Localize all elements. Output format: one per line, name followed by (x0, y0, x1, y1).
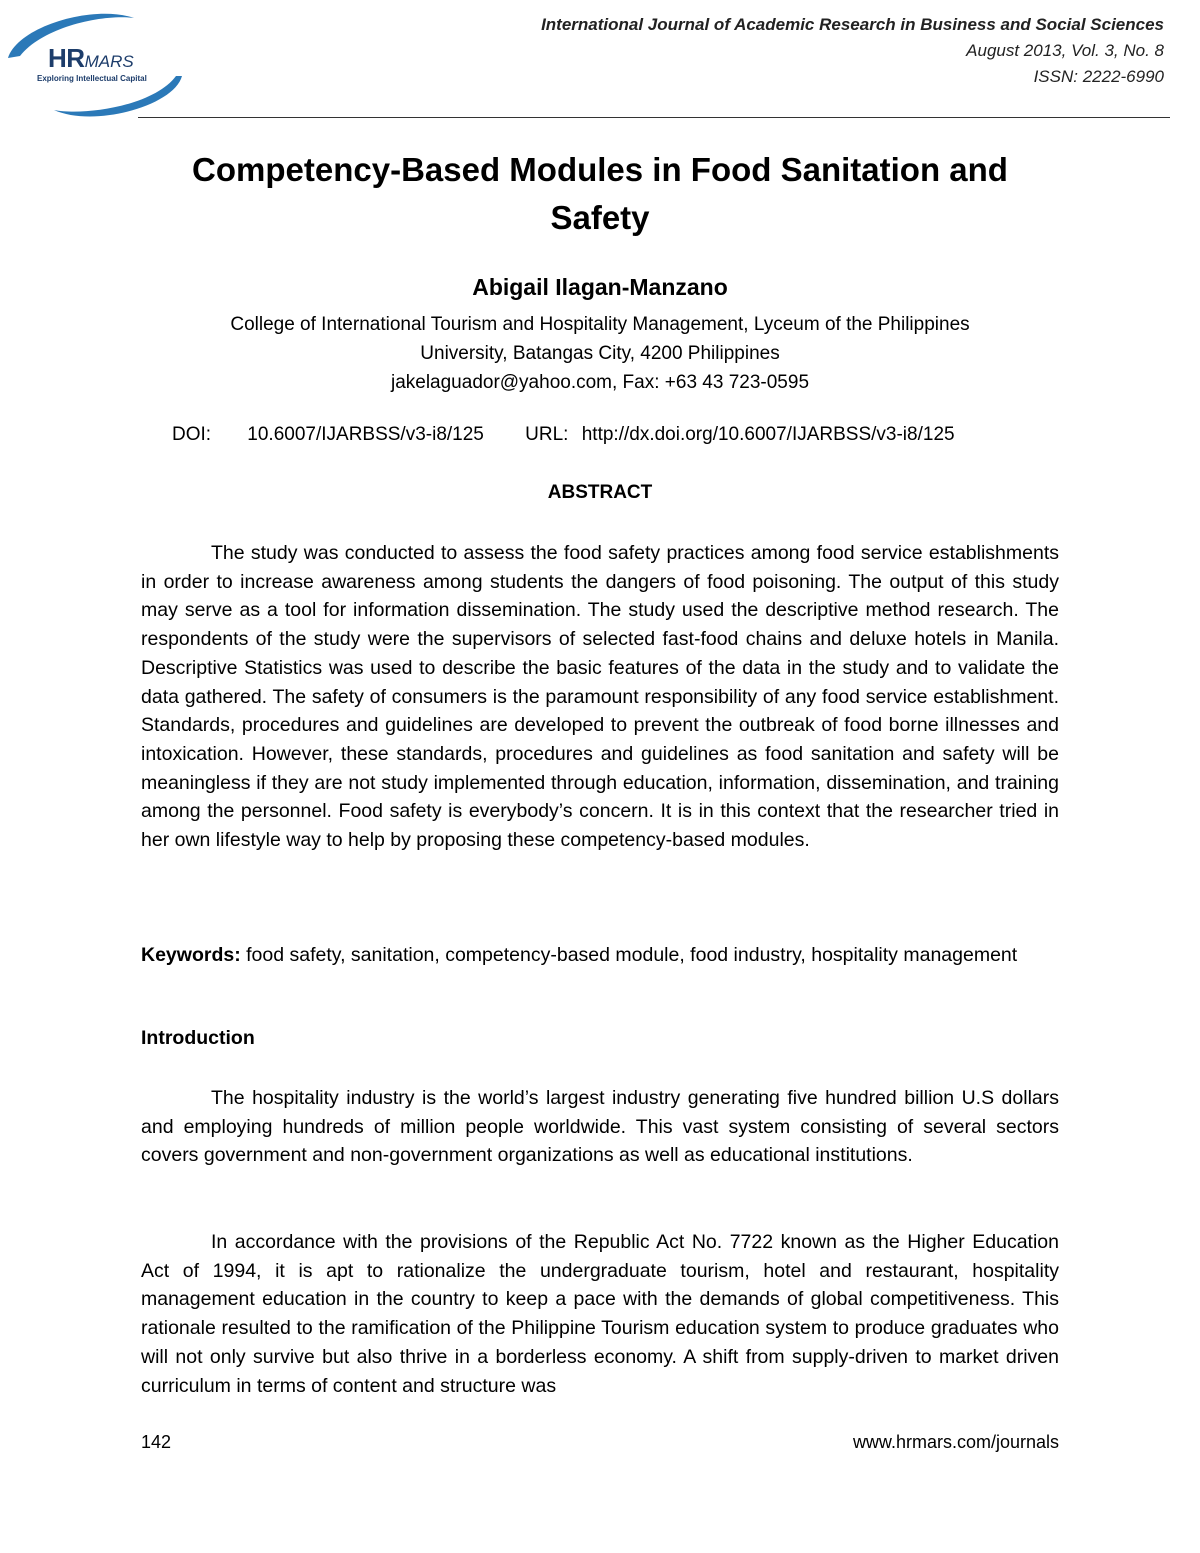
doi-line (172, 424, 955, 446)
introduction-paragraph: In accordance with the provisions of the Republic Act No. 7722 known as the Higher Education Act of 1994, it is apt to rationalize the undergraduate tourism, hotel and restaurant, hospitality management education in the country to keep a pace with the demands of global competitiveness. This rationale resulted to the ramification of the Philippine Tourism education system to produce graduates who will not only survive but also thrive in a borderless economy. A shift from supply-driven to market driven curriculum in terms of content and structure was (141, 1231, 1059, 1397)
journal-header (541, 12, 1164, 90)
doi-label: DOI: (172, 424, 212, 445)
journal-issn: ISSN: 2222-6990 (1033, 67, 1164, 86)
author-affiliation: College of International Tourism and Hospitality Management, Lyceum of the Philippines University, Batangas City, 4200 Philippines jakelaguador@yahoo.com, Fax: +63 43 723-0595 (0, 310, 1200, 397)
introduction-paragraph: The hospitality industry is the world’s largest industry generating five hundred billion U.S dollars and employing hundreds of million people worldwide. This vast system consisting of several sectors covers government and non-government organizations as well as educational institutions. (141, 1087, 1059, 1167)
keywords-text: food safety, sanitation, competency-based module, food industry, hospitality management (240, 944, 1018, 966)
abstract-heading: ABSTRACT (547, 482, 653, 503)
abstract-text: The study was conducted to assess the food safety practices among food service establishments in order to increase awareness among students the dangers of food poisoning. The output of this study may serve as a tool for information dissemination. The study used the descriptive method research. The respondents of the study were the supervisors of selected fast-food chains and deluxe hotels in Manila. Descriptive Statistics was used to describe the basic features of the data in the study and to validate the data gathered. The safety of consumers is the paramount responsibility of any food service establishment. Standards, procedures and guidelines are developed to prevent the outbreak of food borne illnesses and intoxication. However, these standards, procedures and guidelines as food sanitation and safety will be meaningless if they are not study implemented through education, information, dissemination, and training among the personnel. Food safety is everybody’s concern. It is in this context that the researcher tried in her own lifestyle way to help by proposing these competency-based modules. (141, 542, 1059, 852)
journal-title: International Journal of Academic Research in Business and Social Sciences (541, 15, 1164, 34)
footer-website[interactable]: www.hrmars.com/journals (852, 1432, 1059, 1452)
introduction-heading: Introduction (141, 1027, 255, 1049)
doi-value[interactable]: 10.6007/IJARBSS/v3-i8/125 (247, 424, 484, 445)
page-number: 142 (141, 1432, 172, 1452)
logo-tagline: Exploring Intellectual Capital (37, 74, 147, 83)
url-label: URL: (525, 424, 569, 445)
author-contact: jakelaguador@yahoo.com, Fax: +63 43 723-0595 (390, 372, 810, 393)
logo-wordmark: HRMARS (48, 43, 134, 73)
author-name: Abigail Ilagan-Manzano (472, 274, 728, 300)
hrmars-logo (4, 6, 186, 122)
url-value[interactable]: http://dx.doi.org/10.6007/IJARBSS/v3-i8/125 (581, 424, 955, 445)
keywords-label: Keywords: (141, 944, 241, 966)
header-divider (138, 117, 1170, 118)
keywords (141, 941, 1059, 970)
journal-issue: August 2013, Vol. 3, No. 8 (966, 41, 1164, 60)
paper-title: Competency-Based Modules in Food Sanitation and Safety (192, 151, 1008, 236)
